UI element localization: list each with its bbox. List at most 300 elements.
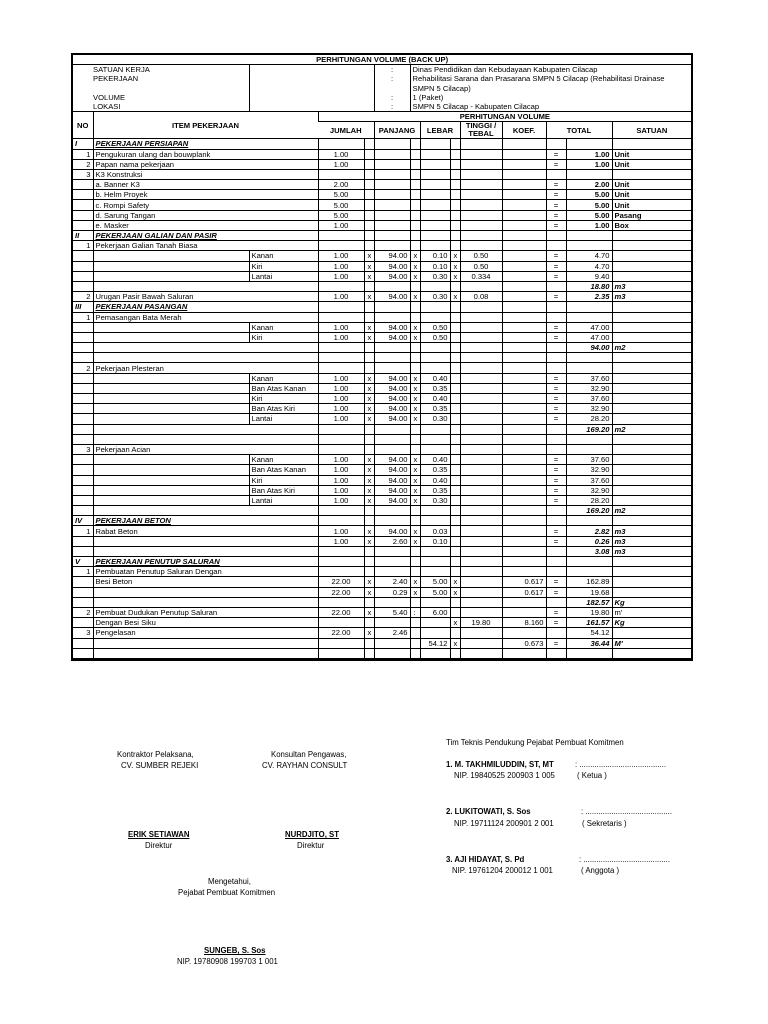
row-lebar: [420, 648, 450, 658]
section-row: [73, 231, 691, 241]
row-eq: =: [546, 404, 566, 414]
row-total: 37.60: [566, 373, 612, 383]
row-tinggi: [460, 536, 502, 546]
row-eq: =: [546, 210, 566, 220]
row-koef: [502, 190, 546, 200]
row-op: x: [410, 587, 420, 597]
row-eq: [546, 231, 566, 241]
row-total: 1.00: [566, 149, 612, 159]
row-jumlah: 1.00: [318, 485, 364, 495]
row-eq: [546, 363, 566, 373]
row-panjang: [374, 139, 410, 149]
row-jumlah: 5.00: [318, 210, 364, 220]
info-label: SATUAN KERJA: [93, 65, 150, 75]
row-total: [566, 363, 612, 373]
row-koef: [502, 414, 546, 424]
row-op: [450, 546, 460, 556]
row-koef: [502, 546, 546, 556]
row-satuan: [612, 485, 691, 495]
row-no: [73, 597, 93, 607]
row-total: 37.60: [566, 394, 612, 404]
row-lebar: [420, 241, 450, 251]
row-no: III: [73, 302, 93, 312]
table-row: [73, 424, 691, 434]
tim-title: Tim Teknis Pendukung Pejabat Pembuat Komitmen: [446, 738, 624, 747]
row-op: [410, 149, 420, 159]
col-item-header: ITEM PEKERJAAN: [93, 112, 318, 139]
table-row: [73, 241, 691, 251]
row-total: 32.90: [566, 383, 612, 393]
row-item: [93, 424, 318, 434]
row-jumlah: [318, 281, 364, 291]
row-op: [450, 607, 460, 617]
row-eq: [546, 516, 566, 526]
row-lebar: [420, 139, 450, 149]
row-satuan: [612, 373, 691, 383]
title-row: [73, 55, 691, 65]
row-total: 32.90: [566, 485, 612, 495]
row-item: [93, 536, 318, 546]
row-lebar: [420, 628, 450, 638]
row-no: [73, 220, 93, 230]
row-op: [364, 159, 374, 169]
row-eq: [546, 557, 566, 567]
row-eq: =: [546, 607, 566, 617]
row-subitem: Ban Atas Kiri: [249, 404, 318, 414]
row-eq: =: [546, 200, 566, 210]
row-panjang: 5.40: [374, 607, 410, 617]
row-item: Pengelasan: [93, 628, 318, 638]
row-item: [93, 434, 318, 444]
info-value: SMPN 5 Cilacap): [410, 84, 691, 93]
row-op: [364, 506, 374, 516]
row-satuan: [612, 332, 691, 342]
row-total: 0.26: [566, 536, 612, 546]
row-koef: [502, 455, 546, 465]
row-eq: =: [546, 587, 566, 597]
table-row: [73, 210, 691, 220]
row-jumlah: [318, 434, 364, 444]
row-jumlah: 1.00: [318, 394, 364, 404]
row-item: [93, 495, 249, 505]
row-koef: [502, 607, 546, 617]
row-panjang: [374, 434, 410, 444]
row-koef: [502, 485, 546, 495]
row-item: Pekerjaan Plesteran: [93, 363, 318, 373]
row-jumlah: [318, 444, 364, 454]
row-tinggi: [460, 567, 502, 577]
row-satuan: Box: [612, 220, 691, 230]
row-total: [566, 169, 612, 179]
row-op: [450, 363, 460, 373]
row-lebar: [420, 149, 450, 159]
row-total: [566, 231, 612, 241]
row-total: 32.90: [566, 404, 612, 414]
row-satuan: m3: [612, 526, 691, 536]
row-total: 3.08: [566, 546, 612, 556]
row-op: x: [364, 628, 374, 638]
row-op: [410, 557, 420, 567]
row-op: [364, 241, 374, 251]
row-satuan: Unit: [612, 159, 691, 169]
row-panjang: [374, 241, 410, 251]
row-op: x: [364, 587, 374, 597]
tim-member-name: 2. LUKITOWATI, S. Sos: [446, 807, 531, 816]
row-op: [410, 302, 420, 312]
row-tinggi: [460, 281, 502, 291]
row-tinggi: [460, 394, 502, 404]
row-tinggi: [460, 149, 502, 159]
row-no: [73, 190, 93, 200]
row-koef: [502, 220, 546, 230]
row-item: [93, 587, 318, 597]
table-row: [73, 495, 691, 505]
row-op: [410, 343, 420, 353]
row-lebar: [420, 159, 450, 169]
row-eq: =: [546, 638, 566, 648]
row-eq: [546, 597, 566, 607]
row-op: x: [410, 577, 420, 587]
row-op: [410, 506, 420, 516]
row-total: 1.00: [566, 220, 612, 230]
row-total: [566, 139, 612, 149]
row-koef: [502, 475, 546, 485]
row-no: [73, 271, 93, 281]
tim-member-role: ( Ketua ): [577, 771, 607, 780]
row-koef: [502, 261, 546, 271]
row-panjang: [374, 506, 410, 516]
row-koef: [502, 567, 546, 577]
row-op: [410, 312, 420, 322]
row-op: [450, 526, 460, 536]
row-satuan: [612, 444, 691, 454]
row-no: [73, 577, 93, 587]
row-satuan: Kg: [612, 597, 691, 607]
row-panjang: [374, 169, 410, 179]
row-lebar: 0.40: [420, 394, 450, 404]
row-koef: [502, 200, 546, 210]
info-label: LOKASI: [93, 102, 121, 112]
row-total: 162.89: [566, 577, 612, 587]
row-panjang: 94.00: [374, 475, 410, 485]
row-eq: =: [546, 220, 566, 230]
row-item: Urugan Pasir Bawah Saluran: [93, 292, 318, 302]
row-subitem: Kiri: [249, 261, 318, 271]
table-row: [73, 322, 691, 332]
row-lebar: 0.30: [420, 271, 450, 281]
row-koef: [502, 536, 546, 546]
row-op: [450, 210, 460, 220]
row-eq: [546, 628, 566, 638]
row-op: :: [410, 607, 420, 617]
kontraktor-name: ERIK SETIAWAN: [128, 830, 190, 839]
row-eq: =: [546, 322, 566, 332]
row-panjang: 2.60: [374, 536, 410, 546]
row-lebar: 0.30: [420, 292, 450, 302]
row-lebar: [420, 516, 450, 526]
row-total: 161.57: [566, 618, 612, 628]
col-koef-header: KOEF.: [502, 122, 546, 139]
table-row: [73, 638, 691, 648]
tim-member-role: ( Anggota ): [581, 866, 620, 875]
row-total: 19.80: [566, 607, 612, 617]
row-op: [410, 169, 420, 179]
row-tinggi: [460, 373, 502, 383]
row-op: [450, 536, 460, 546]
row-op: [364, 343, 374, 353]
row-tinggi: [460, 139, 502, 149]
row-jumlah: 5.00: [318, 190, 364, 200]
row-lebar: 0.30: [420, 414, 450, 424]
row-satuan: [612, 302, 691, 312]
row-op: x: [364, 322, 374, 332]
row-subitem: Kanan: [249, 322, 318, 332]
row-item: [93, 597, 318, 607]
row-op: [450, 455, 460, 465]
row-satuan: [612, 261, 691, 271]
row-op: [364, 281, 374, 291]
row-jumlah: [318, 169, 364, 179]
row-op: [364, 648, 374, 658]
row-op: x: [410, 536, 420, 546]
row-op: [450, 190, 460, 200]
table-row: [73, 261, 691, 271]
row-lebar: 0.40: [420, 455, 450, 465]
row-op: [450, 567, 460, 577]
row-koef: 8.160: [502, 618, 546, 628]
row-panjang: [374, 363, 410, 373]
row-op: x: [410, 373, 420, 383]
row-op: [450, 302, 460, 312]
row-jumlah: 22.00: [318, 607, 364, 617]
table-row: [73, 180, 691, 190]
row-lebar: [420, 618, 450, 628]
row-op: [410, 159, 420, 169]
row-koef: [502, 312, 546, 322]
tim-member-nip: NIP. 19761204 200012 1 001: [452, 866, 553, 875]
row-tinggi: [460, 597, 502, 607]
row-op: [410, 516, 420, 526]
row-satuan: [612, 363, 691, 373]
row-satuan: [612, 628, 691, 638]
row-tinggi: [460, 465, 502, 475]
row-no: 2: [73, 159, 93, 169]
row-item: a. Banner K3: [93, 180, 318, 190]
table-row: [73, 220, 691, 230]
table-row: [73, 506, 691, 516]
row-lebar: [420, 281, 450, 291]
table-row: [73, 577, 691, 587]
row-total: [566, 241, 612, 251]
row-total: 28.20: [566, 414, 612, 424]
row-lebar: 0.30: [420, 495, 450, 505]
row-no: [73, 210, 93, 220]
row-tinggi: [460, 312, 502, 322]
row-op: x: [364, 475, 374, 485]
info-label: [73, 84, 249, 93]
row-panjang: 94.00: [374, 394, 410, 404]
row-tinggi: 0.50: [460, 251, 502, 261]
row-jumlah: 1.00: [318, 251, 364, 261]
row-lebar: 5.00: [420, 587, 450, 597]
row-tinggi: [460, 302, 502, 312]
col-panjang-header: PANJANG: [374, 122, 420, 139]
row-koef: [502, 231, 546, 241]
table-row: [73, 281, 691, 291]
row-jumlah: [318, 618, 364, 628]
row-item: [93, 638, 318, 648]
row-satuan: m3: [612, 281, 691, 291]
table-row: [73, 546, 691, 556]
table-row: [73, 526, 691, 536]
info-label: VOLUME: [93, 92, 126, 102]
row-no: [73, 383, 93, 393]
row-no: [73, 465, 93, 475]
row-op: [450, 281, 460, 291]
row-op: x: [410, 495, 420, 505]
row-tinggi: [460, 648, 502, 658]
row-tinggi: [460, 444, 502, 454]
row-panjang: [374, 159, 410, 169]
row-satuan: [612, 169, 691, 179]
row-op: x: [364, 394, 374, 404]
row-lebar: 5.00: [420, 577, 450, 587]
row-op: x: [364, 465, 374, 475]
row-panjang: 94.00: [374, 251, 410, 261]
row-op: [450, 231, 460, 241]
row-panjang: [374, 149, 410, 159]
row-eq: =: [546, 180, 566, 190]
row-panjang: [374, 231, 410, 241]
table-row: [73, 628, 691, 638]
row-koef: [502, 557, 546, 567]
row-jumlah: [318, 312, 364, 322]
row-op: [364, 597, 374, 607]
row-eq: =: [546, 465, 566, 475]
row-eq: [546, 648, 566, 658]
sheet-title: PERHITUNGAN VOLUME (BACK UP): [73, 55, 691, 65]
table-row: [73, 567, 691, 577]
row-tinggi: [460, 332, 502, 342]
row-eq: [546, 312, 566, 322]
row-koef: 0.617: [502, 577, 546, 587]
row-satuan: [612, 495, 691, 505]
row-tinggi: 0.334: [460, 271, 502, 281]
section-row: [73, 516, 691, 526]
row-item: e. Masker: [93, 220, 318, 230]
row-no: [73, 251, 93, 261]
row-koef: [502, 404, 546, 414]
row-no: [73, 373, 93, 383]
row-panjang: [374, 618, 410, 628]
row-op: [450, 180, 460, 190]
row-satuan: m2: [612, 343, 691, 353]
row-op: [450, 220, 460, 230]
row-subitem: Lantai: [249, 414, 318, 424]
row-op: x: [410, 383, 420, 393]
row-satuan: m3: [612, 546, 691, 556]
kontraktor-title: Direktur: [145, 841, 173, 850]
row-jumlah: 1.00: [318, 404, 364, 414]
row-no: [73, 485, 93, 495]
row-satuan: [612, 648, 691, 658]
row-op: [410, 363, 420, 373]
row-tinggi: 0.08: [460, 292, 502, 302]
row-op: x: [450, 261, 460, 271]
row-jumlah: [318, 231, 364, 241]
row-lebar: [420, 200, 450, 210]
row-op: [410, 618, 420, 628]
row-koef: [502, 648, 546, 658]
row-op: [364, 424, 374, 434]
row-tinggi: [460, 404, 502, 414]
row-tinggi: [460, 628, 502, 638]
row-jumlah: 22.00: [318, 628, 364, 638]
row-op: [364, 567, 374, 577]
row-op: [450, 149, 460, 159]
row-op: [410, 628, 420, 638]
row-tinggi: [460, 169, 502, 179]
table-row: [73, 271, 691, 281]
row-lebar: [420, 210, 450, 220]
row-item: [93, 271, 249, 281]
row-op: [450, 200, 460, 210]
row-eq: =: [546, 383, 566, 393]
row-no: [73, 404, 93, 414]
info-colon: :: [374, 74, 410, 83]
row-op: [410, 220, 420, 230]
row-op: x: [364, 404, 374, 414]
row-tinggi: [460, 200, 502, 210]
row-op: x: [364, 577, 374, 587]
row-koef: [502, 444, 546, 454]
row-panjang: [374, 281, 410, 291]
row-tinggi: [460, 231, 502, 241]
table-row: [73, 353, 691, 363]
row-op: [450, 414, 460, 424]
row-op: [450, 485, 460, 495]
row-op: x: [410, 292, 420, 302]
row-item: Pembuatan Penutup Saluran Dengan: [93, 567, 318, 577]
row-total: [566, 434, 612, 444]
row-op: [364, 618, 374, 628]
tim-member-name: 1. M. TAKHMILUDDIN, ST, MT: [446, 760, 554, 769]
row-eq: =: [546, 526, 566, 536]
row-total: 2.00: [566, 180, 612, 190]
row-lebar: 0.35: [420, 465, 450, 475]
row-item: [93, 332, 249, 342]
row-op: x: [364, 251, 374, 261]
row-panjang: [374, 546, 410, 556]
row-op: [364, 200, 374, 210]
row-tinggi: [460, 190, 502, 200]
row-op: [450, 444, 460, 454]
row-satuan: [612, 414, 691, 424]
row-panjang: [374, 444, 410, 454]
row-tinggi: [460, 220, 502, 230]
ppk-role: Pejabat Pembuat Komitmen: [178, 888, 276, 897]
row-op: x: [410, 251, 420, 261]
row-lebar: 0.50: [420, 322, 450, 332]
row-eq: =: [546, 455, 566, 465]
row-op: x: [364, 485, 374, 495]
row-op: [364, 149, 374, 159]
row-op: x: [410, 322, 420, 332]
row-total: 2.82: [566, 526, 612, 536]
row-koef: [502, 424, 546, 434]
row-panjang: [374, 424, 410, 434]
row-subitem: Ban Atas Kanan: [249, 383, 318, 393]
